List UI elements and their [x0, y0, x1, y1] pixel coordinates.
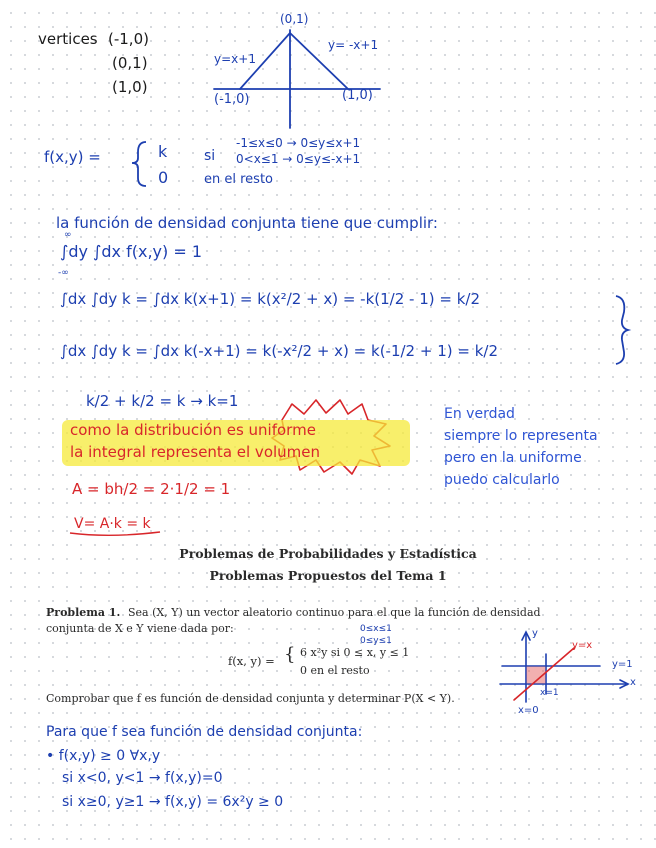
red-note-line2: la integral representa el volumen [70, 443, 321, 461]
vertex-1: (-1,0) [108, 30, 149, 48]
graph-y-axis-label: y [532, 628, 538, 639]
bottom-intro: Para que f sea función de densidad conjunta: [46, 724, 363, 740]
printed-title: Problemas de Probabilidades y Estadística [179, 546, 477, 561]
triangle-right-label: (1,0) [342, 88, 373, 103]
red-note-line1: como la distribución es uniforme [70, 421, 316, 439]
piecewise-si: si [204, 148, 216, 164]
eq1-sub: -∞ [58, 268, 69, 278]
vertices-label: vertices [38, 30, 98, 48]
conjunta-intro: la función de densidad conjunta tiene que cumplir: [56, 214, 438, 232]
triangle-left-line-eq: y=x+1 [214, 52, 256, 66]
triangle-right-line-eq: y= -x+1 [328, 38, 379, 52]
range-x-annotation: 0≤x≤1 [360, 624, 392, 634]
eq1-sup: ∞ [64, 230, 72, 240]
eq3: ∫dx ∫dy k = ∫dx k(-x+1) = k(-x²/2 + x) = k(-1/2 + 1) = k/2 [60, 342, 498, 360]
graph-x-axis-label: x [630, 677, 636, 688]
printed-subtitle: Problemas Propuestos del Tema 1 [209, 568, 447, 583]
integral-group-brace [616, 296, 628, 364]
problem-text-1: Sea (X, Y) un vector aleatorio continuo para el que la función de densidad [128, 606, 541, 619]
graph-x1-label: x=1 [540, 688, 559, 698]
piecewise-cond2: 0<x≤1 → 0≤y≤-x+1 [236, 152, 361, 166]
bottom-bullet-3: si x≥0, y≥1 → f(x,y) = 6x²y ≥ 0 [62, 794, 284, 810]
problem-text-2: conjunta de X e Y viene dada por: [46, 622, 234, 635]
bottom-bullet-1: • f(x,y) ≥ 0 ∀x,y [46, 748, 161, 764]
density-brace: { [284, 644, 296, 665]
range-y-annotation: 0≤y≤1 [360, 636, 392, 646]
problem-question: Comprobar que f es función de densidad conjunta y determinar P(X < Y). [46, 692, 455, 705]
side-note-line4: puedo calcularlo [444, 472, 560, 488]
volume-underline [70, 532, 160, 535]
eq4: k/2 + k/2 = k → k=1 [86, 392, 239, 410]
piecewise-cond1: -1≤x≤0 → 0≤y≤x+1 [236, 136, 361, 150]
piecewise-zero: 0 [158, 168, 169, 187]
density-case-1: 6 x²y si 0 ≤ x, y ≤ 1 [300, 646, 410, 659]
side-note-line3: pero en la uniforme [444, 450, 582, 466]
bottom-bullet-2: si x<0, y<1 → f(x,y)=0 [62, 770, 223, 786]
side-note-line1: En verdad [444, 406, 515, 422]
eq1: ∫dy ∫dx f(x,y) = 1 [60, 242, 202, 261]
piecewise-rest: en el resto [204, 172, 273, 187]
vertex-3: (1,0) [112, 78, 148, 96]
eq2: ∫dx ∫dy k = ∫dx k(x+1) = k(x²/2 + x) = -k(1/2 - 1) = k/2 [60, 290, 481, 308]
piecewise-brace [132, 142, 146, 186]
density-case-2: 0 en el resto [300, 664, 370, 677]
piecewise-lhs: f(x,y) = [44, 148, 101, 166]
vertex-2: (0,1) [112, 54, 148, 72]
problem-label: Problema 1. [46, 606, 121, 619]
graph-diagonal-label: y=x [572, 640, 593, 651]
graph-x0-label: x=0 [518, 705, 539, 716]
red-area-formula: A = bh/2 = 2·1/2 = 1 [72, 480, 231, 498]
triangle-top-label: (0,1) [280, 12, 309, 26]
piecewise-k: k [158, 142, 168, 161]
side-note-line2: siempre lo representa [444, 428, 598, 444]
red-volume-formula: V= A·k = k [74, 516, 151, 532]
graph-y1-label: y=1 [612, 659, 633, 670]
density-lhs: f(x, y) = [228, 654, 275, 668]
triangle-left-label: (-1,0) [214, 92, 250, 107]
region-graph [500, 632, 628, 702]
